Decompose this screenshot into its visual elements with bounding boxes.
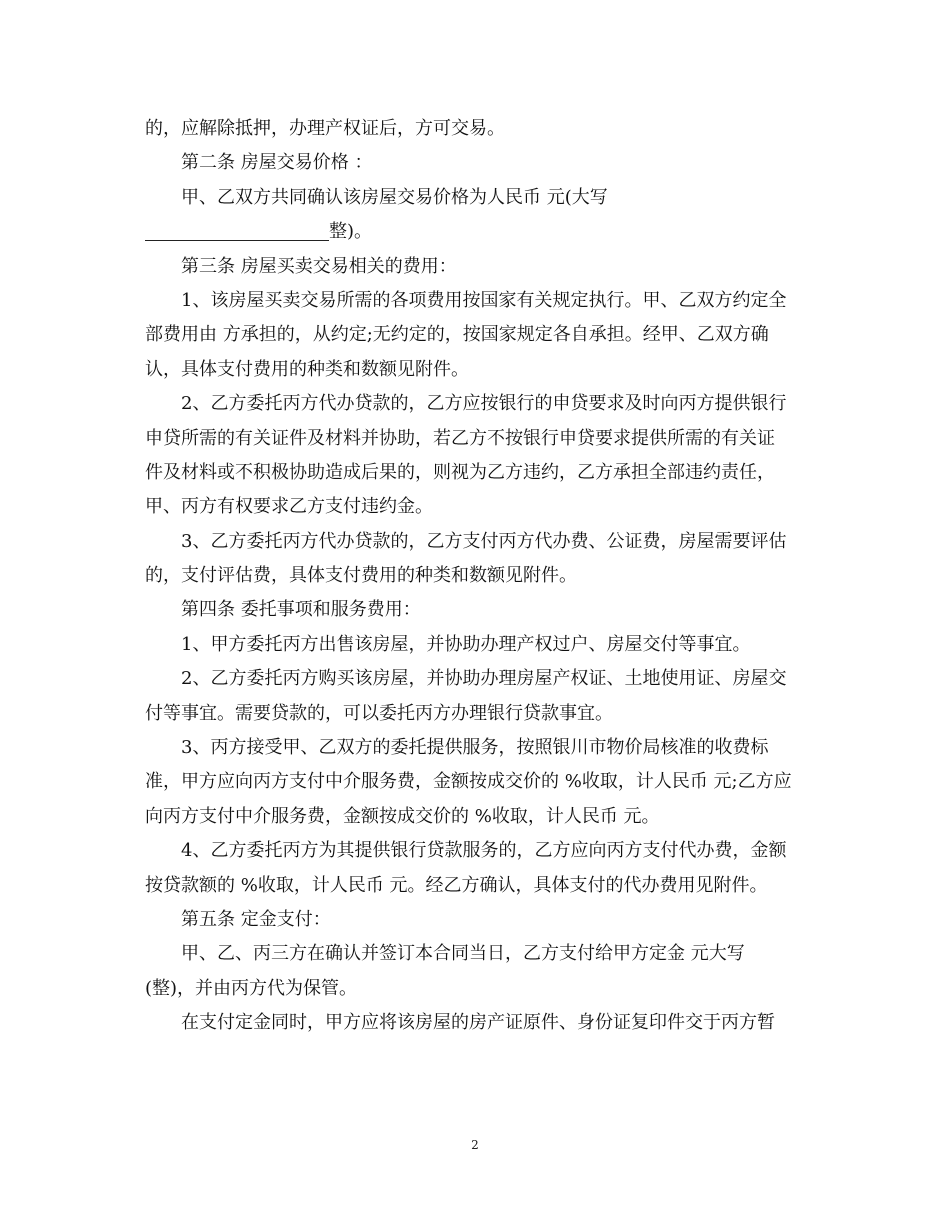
fill-in-line	[145, 215, 810, 249]
text-line: 1、甲方委托丙方出售该房屋，并协助办理产权过户、房屋交付等事宜。	[181, 633, 751, 655]
page-number: 2	[471, 1138, 479, 1152]
text-line: 的，应解除抵押，办理产权证后，方可交易。	[145, 118, 505, 139]
text-line: 3、丙方接受甲、乙双方的委托提供服务，按照银川市物价局核准的收费标	[181, 737, 769, 759]
text-line: 在支付定金同时，甲方应将该房屋的房产证原件、身份证复印件交于丙方暂	[181, 1012, 775, 1034]
text-line: 的，支付评估费，具体支付费用的种类和数额见附件。	[145, 565, 577, 587]
text-line: 申贷所需的有关证件及材料并协助，若乙方不按银行申贷要求提供所需的有关证	[145, 427, 775, 449]
fill-in-blank	[145, 218, 329, 241]
text-line: 向丙方支付中介服务费，金额按成交价的 %收取，计人民币 元。	[145, 805, 660, 827]
article-heading: 第四条 委托事项和服务费用：	[181, 599, 421, 621]
document-body	[145, 112, 810, 1041]
text-line: 认，具体支付费用的种类和数额见附件。	[145, 358, 469, 380]
text-line: 3、乙方委托丙方代办贷款的，乙方支付丙方代办费、公证费，房屋需要评估	[181, 530, 787, 552]
text-line: 部费用由 方承担的，从约定;无约定的，按国家规定各自承担。经甲、乙双方确	[145, 324, 769, 346]
article-heading: 第二条 房屋交易价格 ：	[181, 152, 373, 174]
text-line: 甲、乙、丙三方在确认并签订本合同当日，乙方支付给甲方定金 元大写	[181, 943, 745, 965]
article-heading: 第五条 定金支付：	[181, 908, 331, 930]
text-line: 1、该房屋买卖交易所需的各项费用按国家有关规定执行。甲、乙双方约定全	[181, 289, 787, 311]
text-line: (整)，并由丙方代为保管。	[145, 977, 358, 999]
text-line: 2、乙方委托丙方代办贷款的，乙方应按银行的申贷要求及时向丙方提供银行	[181, 393, 787, 415]
fill-in-suffix: 整)。	[329, 221, 373, 243]
text-line: 4、乙方委托丙方为其提供银行贷款服务的，乙方应向丙方支付代办费，金额	[181, 840, 787, 862]
text-line: 2、乙方委托丙方购买该房屋，并协助办理房屋产权证、土地使用证、房屋交	[181, 668, 787, 690]
text-line: 甲、乙双方共同确认该房屋交易价格为人民币 元(大写	[181, 186, 608, 208]
text-line: 准，甲方应向丙方支付中介服务费，金额按成交价的 %收取，计人民币 元;乙方应	[145, 771, 792, 793]
text-line: 按贷款额的 %收取，计人民币 元。经乙方确认，具体支付的代办费用见附件。	[145, 874, 768, 896]
text-line: 甲、丙方有权要求乙方支付违约金。	[145, 496, 433, 518]
text-line: 件及材料或不积极协助造成后果的，则视为乙方违约，乙方承担全部违约责任，	[145, 461, 775, 483]
article-heading: 第三条 房屋买卖交易相关的费用：	[181, 255, 457, 277]
text-line: 付等事宜。需要贷款的，可以委托丙方办理银行贷款事宜。	[145, 702, 613, 724]
